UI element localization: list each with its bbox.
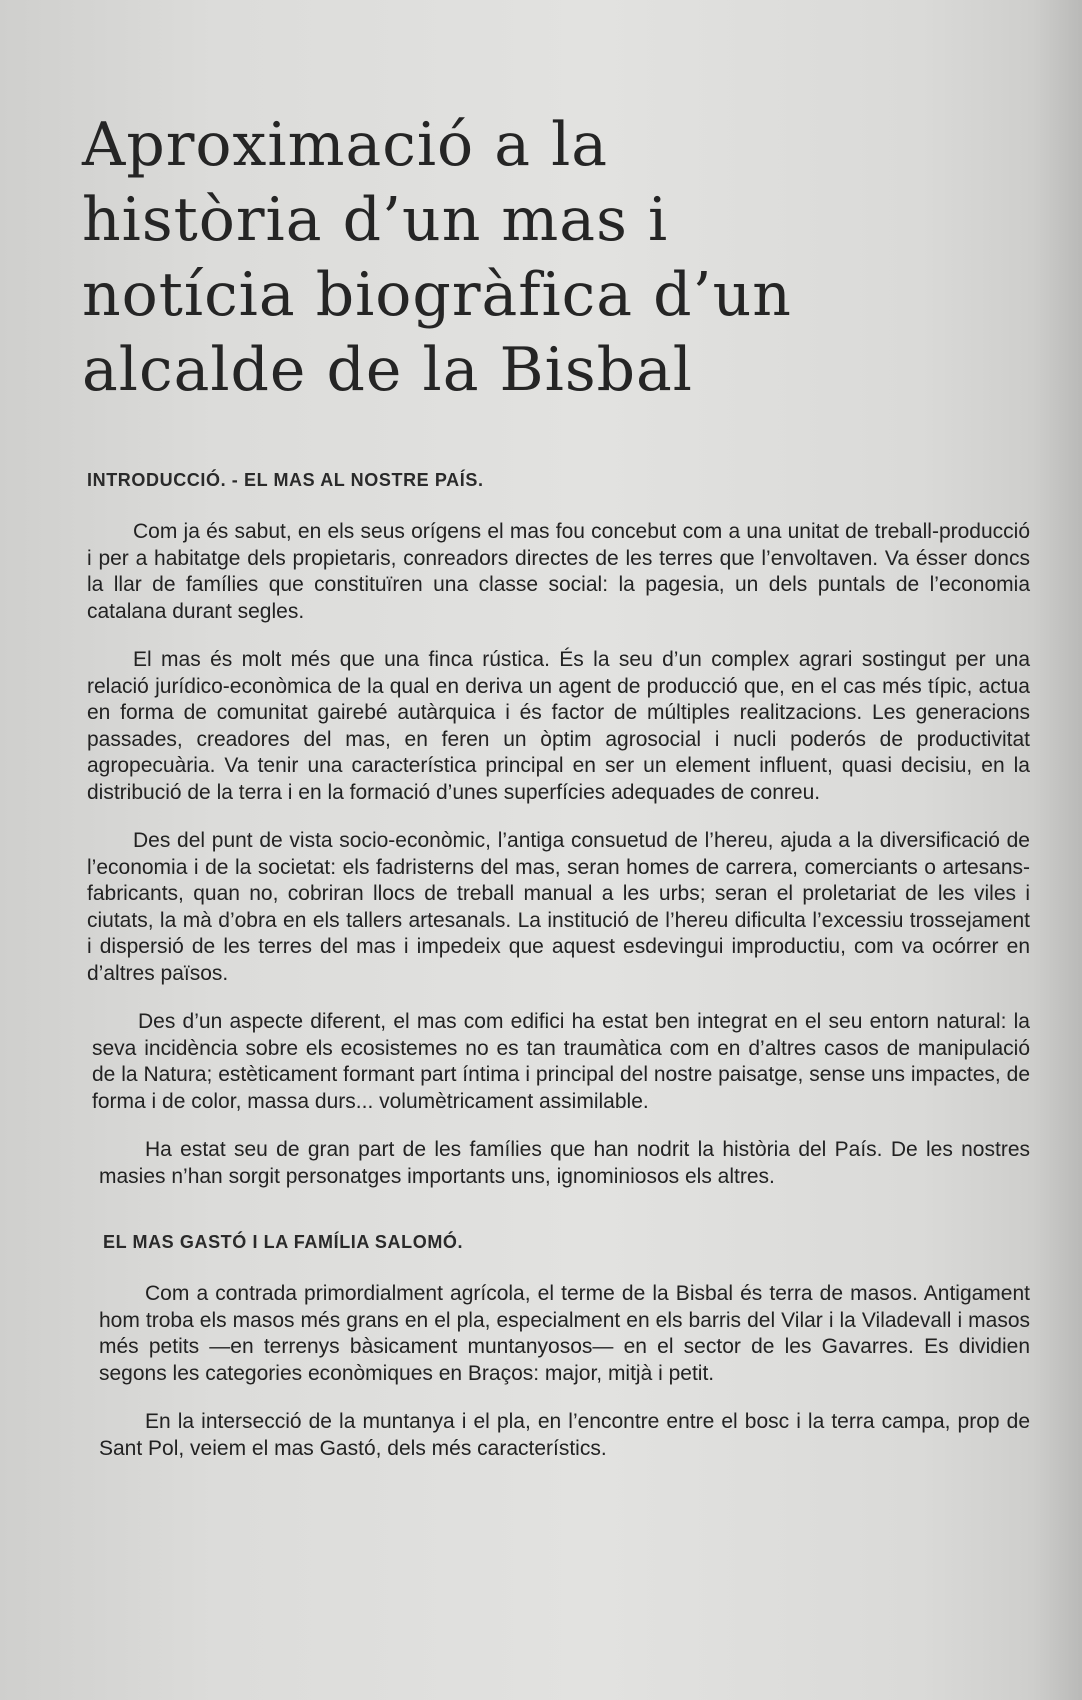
title-line: Aproximació a la <box>82 110 609 180</box>
paragraph: Com ja és sabut, en els seus orígens el mas fou concebut com a una unitat de treball-producció i per a habitatge dels propietaris, conreadors directes de les terres que l’envoltaven. Va ésser doncs la llar de famílies que constituïren una classe social: la pagesia, un dels puntals de l’economia catalana durant segles. <box>87 520 1030 623</box>
section-heading-introduccio: INTRODUCCIÓ. - EL MAS AL NOSTRE PAÍS. <box>87 470 484 490</box>
paragraph: En la intersecció de la muntanya i el pla, en l’encontre entre el bosc i la terra campa, prop de Sant Pol, veiem el mas Gastó, dels més característics. <box>99 1410 1030 1460</box>
title-line: notícia biogràfica d’un <box>82 260 792 330</box>
paragraph: El mas és molt més que una finca rústica. És la seu d’un complex agrari sostingut per una relació jurídico-econòmica de la qual en deriva un agent de producció que, en el cas més típic, actua en forma de comunitat gairebé autàrquica i és factor de múltiples realitzacions. Les generacions passades, creadores del mas, en feren un òptim agrosocial i nucli poderós de productivitat agropecuària. Va tenir una característica principal en ser un element influent, quasi decisiu, en la distribució de la terra i en la formació d’unes superfícies adequades de conreu. <box>87 648 1030 804</box>
paragraph: Ha estat seu de gran part de les famílies que han nodrit la història del País. De les nostres masies n’han sorgit personatges importants uns, ignominiosos els altres. <box>99 1138 1030 1188</box>
section-heading-mas-gasto: EL MAS GASTÓ I LA FAMÍLIA SALOMÓ. <box>103 1232 464 1252</box>
paragraph: Des d’un aspecte diferent, el mas com edifici ha estat ben integrat en el seu entorn natural: la seva incidència sobre els ecosistemes no es tan traumàtica com en d’altres casos de manipulació de la Natura; estèticament formant part íntima i principal del nostre paisatge, sense uns impactes, de forma i de color, massa durs... volumètricament assimilable. <box>92 1010 1030 1113</box>
title-line: alcalde de la Bisbal <box>82 335 693 405</box>
paragraph: Com a contrada primordialment agrícola, el terme de la Bisbal és terra de masos. Antigament hom troba els masos més grans en el pla, especialment en els barris del Vilar i la Viladevall i masos més petits —en terrenys bàsicament muntanyosos— en el sector de les Gavarres. Es dividien segons les categories econòmiques en Braços: major, mitjà i petit. <box>99 1282 1030 1385</box>
title-line: història d’un mas i <box>82 185 669 255</box>
paragraph: Des del punt de vista socio-econòmic, l’antiga consuetud de l’hereu, ajuda a la diversificació de l’economia i de la societat: els fadristerns del mas, seran homes de carrera, comerciants o artesans-fabricants, quan no, cobriran llocs de treball manual a les urbs; seran el proletariat de les viles i ciutats, la mà d’obra en els tallers artesanals. La institució de l’hereu dificulta l’excessiu trossejament i dispersió de les terres del mas i impedeix que aquest esdevingui improductiu, com va ocórrer en d’altres països. <box>87 829 1030 985</box>
article-title <box>82 108 1042 408</box>
article-body <box>87 470 1030 1484</box>
